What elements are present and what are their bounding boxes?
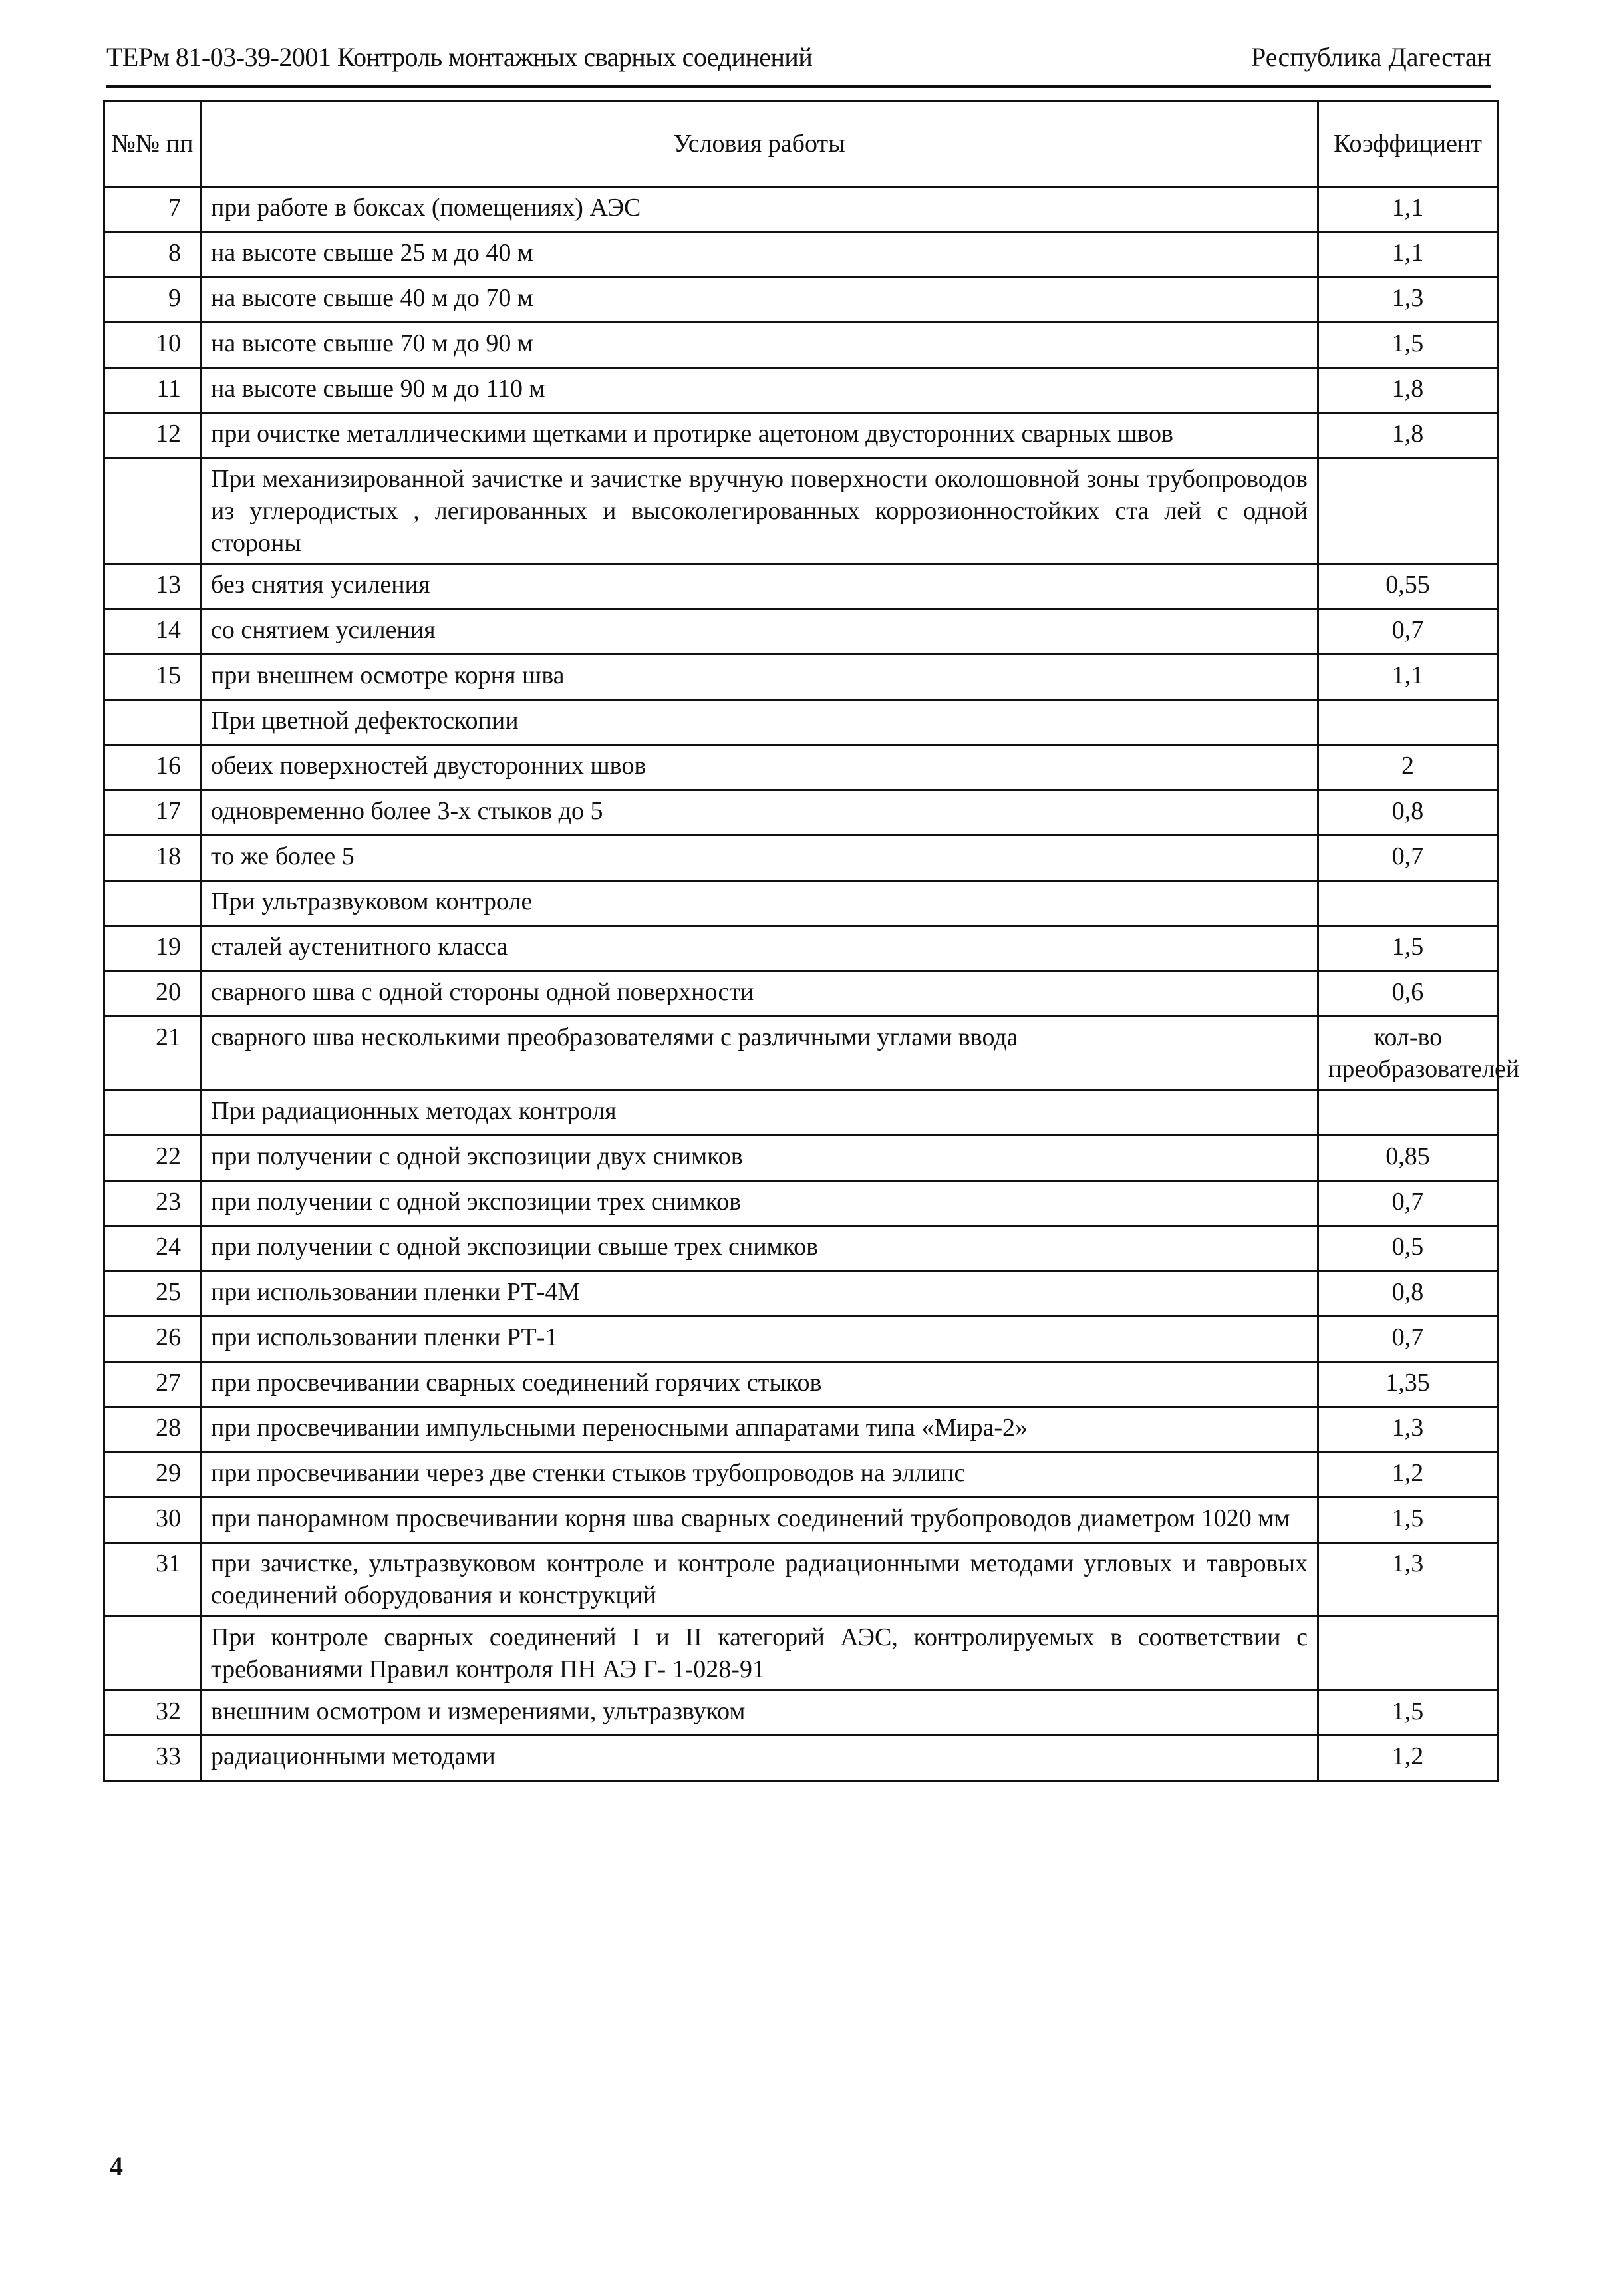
table-row [104, 232, 1498, 277]
row-number: 14 [104, 609, 201, 655]
row-condition: на высоте свыше 90 м до 110 м [201, 368, 1318, 413]
row-number: 31 [104, 1543, 201, 1617]
row-coefficient [1318, 881, 1498, 926]
row-coefficient: 0,5 [1318, 1226, 1498, 1271]
row-coefficient [1318, 1617, 1498, 1691]
row-condition: одновременно более 3-х стыков до 5 [201, 790, 1318, 836]
table-row [104, 836, 1498, 881]
row-condition: сварного шва несколькими преобразователями с различными углами ввода [201, 1017, 1318, 1090]
table-row [104, 1736, 1498, 1781]
column-header-coefficient: Коэффициент [1318, 101, 1498, 187]
document-title: ТЕРм 81-03-39-2001 Контроль монтажных сварных соединений [106, 42, 813, 72]
table-row [104, 1090, 1498, 1136]
row-number: 7 [104, 187, 201, 232]
row-coefficient: 0,6 [1318, 971, 1498, 1017]
row-coefficient: 2 [1318, 745, 1498, 790]
table-row [104, 1498, 1498, 1543]
row-number: 17 [104, 790, 201, 836]
row-condition: на высоте свыше 70 м до 90 м [201, 323, 1318, 368]
table-row [104, 1407, 1498, 1452]
row-coefficient: 0,55 [1318, 564, 1498, 609]
table-row [104, 655, 1498, 700]
row-condition: при использовании пленки РТ-1 [201, 1317, 1318, 1362]
row-condition: без снятия усиления [201, 564, 1318, 609]
row-condition: при просвечивании сварных соединений горячих стыков [201, 1362, 1318, 1407]
row-condition: при панорамном просвечивании корня шва сварных соединений трубопроводов диаметром 1020 мм [201, 1498, 1318, 1543]
row-coefficient: 0,85 [1318, 1136, 1498, 1181]
row-condition: то же более 5 [201, 836, 1318, 881]
row-coefficient: 1,2 [1318, 1452, 1498, 1498]
table-body [104, 187, 1520, 1781]
row-number: 32 [104, 1691, 201, 1736]
page-header [106, 39, 1491, 88]
row-condition: при получении с одной экспозиции трех снимков [201, 1181, 1318, 1226]
row-number: 15 [104, 655, 201, 700]
table-row [104, 1136, 1498, 1181]
row-condition: при просвечивании через две стенки стыков трубопроводов на эллипс [201, 1452, 1318, 1498]
table-row [104, 1226, 1498, 1271]
row-condition: со снятием усиления [201, 609, 1318, 655]
row-coefficient: 0,7 [1318, 836, 1498, 881]
row-number: 30 [104, 1498, 201, 1543]
row-condition: при использовании пленки РТ-4М [201, 1271, 1318, 1317]
row-number: 21 [104, 1017, 201, 1090]
row-coefficient: 1,35 [1318, 1362, 1498, 1407]
row-coefficient: 0,8 [1318, 1271, 1498, 1317]
row-number: 29 [104, 1452, 201, 1498]
row-condition: обеих поверхностей двусторонних швов [201, 745, 1318, 790]
row-coefficient [1318, 1090, 1498, 1136]
row-number: 9 [104, 277, 201, 323]
table-row [104, 1271, 1498, 1317]
table-row [104, 881, 1498, 926]
row-coefficient: 1,3 [1318, 1407, 1498, 1452]
row-number [104, 458, 201, 564]
table-row [104, 1181, 1498, 1226]
row-number [104, 881, 201, 926]
row-number [104, 1617, 201, 1691]
column-header-conditions: Условия работы [201, 101, 1318, 187]
table-row [104, 323, 1498, 368]
row-number: 8 [104, 232, 201, 277]
row-coefficient: 1,1 [1318, 232, 1498, 277]
row-condition: При цветной дефектоскопии [201, 700, 1318, 745]
region-name: Республика Дагестан [1251, 42, 1491, 72]
row-condition: при получении с одной экспозиции двух снимков [201, 1136, 1318, 1181]
table-row [104, 1452, 1498, 1498]
row-number: 13 [104, 564, 201, 609]
row-coefficient: 1,5 [1318, 323, 1498, 368]
row-number: 25 [104, 1271, 201, 1317]
page-number: 4 [110, 2151, 123, 2181]
table-row [104, 790, 1498, 836]
row-number: 27 [104, 1362, 201, 1407]
row-number: 20 [104, 971, 201, 1017]
row-coefficient: 1,3 [1318, 277, 1498, 323]
row-number: 26 [104, 1317, 201, 1362]
row-condition: на высоте свыше 40 м до 70 м [201, 277, 1318, 323]
row-coefficient [1318, 700, 1498, 745]
row-number: 22 [104, 1136, 201, 1181]
table-row [104, 1691, 1498, 1736]
row-number: 11 [104, 368, 201, 413]
coefficients-table [103, 100, 1520, 1782]
row-coefficient: 1,8 [1318, 368, 1498, 413]
row-condition: При механизированной зачистке и зачистке вручную поверхности околошовной зоны трубопроводов из углеродистых , легированных и высоколегированных коррозионностойких ста лей с одной стороны [201, 458, 1318, 564]
row-number: 10 [104, 323, 201, 368]
row-number: 19 [104, 926, 201, 971]
table-row [104, 458, 1498, 564]
table-row [104, 277, 1498, 323]
row-condition: при внешнем осмотре корня шва [201, 655, 1318, 700]
row-coefficient: 0,7 [1318, 1317, 1498, 1362]
row-number [104, 1090, 201, 1136]
row-coefficient: 1,1 [1318, 187, 1498, 232]
row-number: 12 [104, 413, 201, 458]
row-coefficient: 1,5 [1318, 1498, 1498, 1543]
row-number: 28 [104, 1407, 201, 1452]
table-row [104, 745, 1498, 790]
row-condition: внешним осмотром и измерениями, ультразвуком [201, 1691, 1318, 1736]
table-row [104, 564, 1498, 609]
row-condition: при просвечивании импульсными переносными аппаратами типа «Мира-2» [201, 1407, 1318, 1452]
row-coefficient: 1,5 [1318, 1691, 1498, 1736]
row-coefficient: 1,5 [1318, 926, 1498, 971]
row-coefficient: кол-во преобразователей [1318, 1017, 1498, 1090]
row-coefficient: 1,2 [1318, 1736, 1498, 1781]
row-number: 16 [104, 745, 201, 790]
row-condition: При радиационных методах контроля [201, 1090, 1318, 1136]
row-condition: радиационными методами [201, 1736, 1318, 1781]
row-condition: при работе в боксах (помещениях) АЭС [201, 187, 1318, 232]
row-coefficient: 1,3 [1318, 1543, 1498, 1617]
table-row [104, 368, 1498, 413]
row-number: 24 [104, 1226, 201, 1271]
table-row [104, 187, 1498, 232]
row-coefficient: 0,7 [1318, 609, 1498, 655]
table-row [104, 1317, 1498, 1362]
row-number: 33 [104, 1736, 201, 1781]
row-number [104, 700, 201, 745]
row-number: 18 [104, 836, 201, 881]
row-coefficient: 1,1 [1318, 655, 1498, 700]
table-row [104, 971, 1498, 1017]
table-row [104, 609, 1498, 655]
column-header-number: №№ пп [104, 101, 201, 187]
row-condition: при получении с одной экспозиции свыше трех снимков [201, 1226, 1318, 1271]
row-condition: При контроле сварных соединений I и II категорий АЭС, контролируемых в соответствии с требованиями Правил контроля ПН АЭ Г- 1-028-91 [201, 1617, 1318, 1691]
row-coefficient [1318, 458, 1498, 564]
row-condition: При ультразвуковом контроле [201, 881, 1318, 926]
row-number: 23 [104, 1181, 201, 1226]
table-row [104, 926, 1498, 971]
row-condition: при очистке металлическими щетками и протирке ацетоном двусторонних сварных швов [201, 413, 1318, 458]
table-row [104, 1362, 1498, 1407]
table-row [104, 700, 1498, 745]
row-condition: на высоте свыше 25 м до 40 м [201, 232, 1318, 277]
row-condition: при зачистке, ультразвуковом контроле и контроле радиационными методами угловых и тавровых соединений оборудования и конструкций [201, 1543, 1318, 1617]
table-row [104, 1617, 1498, 1691]
table-header-row [104, 101, 1498, 187]
table-row [104, 1017, 1498, 1090]
row-coefficient: 1,8 [1318, 413, 1498, 458]
row-condition: сталей аустенитного класса [201, 926, 1318, 971]
row-coefficient: 0,7 [1318, 1181, 1498, 1226]
row-coefficient: 0,8 [1318, 790, 1498, 836]
table-row [104, 413, 1498, 458]
row-condition: сварного шва с одной стороны одной поверхности [201, 971, 1318, 1017]
table-row [104, 1543, 1498, 1617]
